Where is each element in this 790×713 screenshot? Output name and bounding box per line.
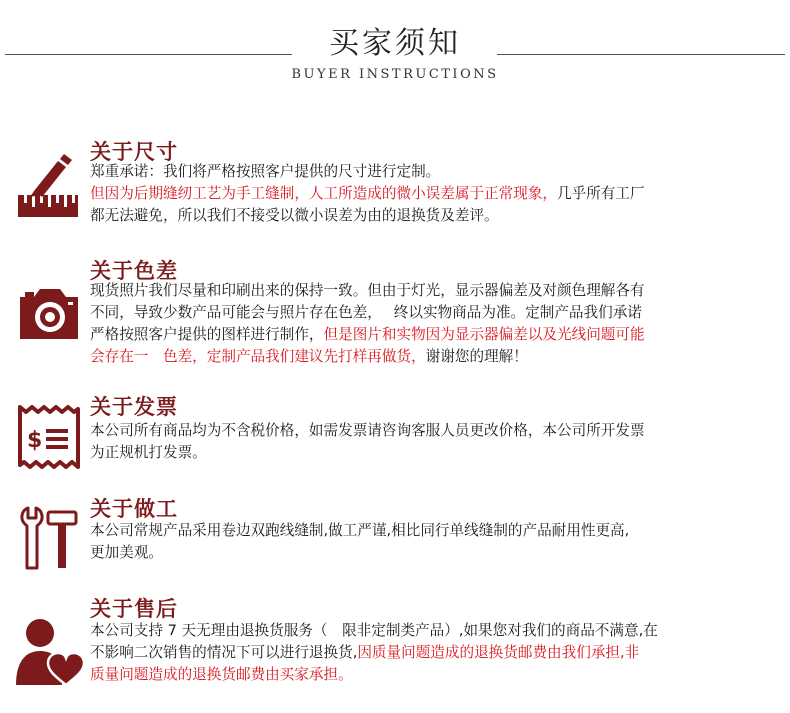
- body-line: 不影响二次销售的情况下可以进行退换货,因质量问题造成的退换货邮费由我们承担,非: [90, 644, 640, 661]
- section-after-sales: [0, 590, 790, 705]
- body-line: 更加美观。: [90, 544, 163, 561]
- section-title: 关于色差: [90, 259, 178, 283]
- svg-text:$: $: [27, 428, 43, 453]
- body-line: 质量问题造成的退换货邮费由买家承担。: [90, 666, 353, 683]
- body-line: 都无法避免，所以我们不接受以微小误差为由的退换货及差评。: [90, 207, 499, 224]
- page-subtitle: BUYER INSTRUCTIONS: [291, 67, 499, 82]
- page-title: 买家须知: [329, 26, 461, 61]
- body-line: 严格按照客户提供的图样进行制作，但是图片和实物因为显示器偏差以及光线问题可能: [90, 326, 645, 343]
- body-line: 不同，导致少数产品可能会与照片存在色差， 终以实物商品为准。定制产品我们承诺: [90, 304, 642, 321]
- body-line: 本公司支持 7 天无理由退换货服务（ 限非定制类产品）,如果您对我们的商品不满意,在: [90, 622, 658, 639]
- section-color: [0, 253, 790, 383]
- section-workmanship: [0, 492, 790, 587]
- body-line: 现货照片我们尽量和印刷出来的保持一致。但由于灯光，显示器偏差及对颜色理解各有: [90, 282, 645, 299]
- section-size: [0, 133, 790, 243]
- header: [0, 0, 790, 95]
- body-line: 会存在一 色差，定制产品我们建议先打样再做货，谢谢您的理解！: [90, 348, 528, 365]
- body-line: 但因为后期缝纫工艺为手工缝制，人工所造成的微小误差属于正常现象，几乎所有工厂: [90, 185, 645, 202]
- ruler-pencil-icon: [14, 151, 84, 221]
- body-line: 郑重承诺：我们将严格按照客户提供的尺寸进行定制。: [90, 163, 441, 180]
- person-heart-icon: [12, 615, 86, 689]
- section-invoice: [0, 391, 790, 486]
- section-body: [90, 280, 775, 368]
- invoice-icon: [14, 403, 84, 473]
- section-title: 关于售后: [90, 597, 178, 621]
- section-body: [90, 420, 775, 464]
- camera-icon: [14, 279, 84, 349]
- body-line: 本公司所有商品均为不含税价格，如需发票请咨询客服人员更改价格，本公司所开发票: [90, 422, 645, 439]
- wrench-hammer-icon: [14, 504, 84, 574]
- body-line: 为正规机打发票。: [90, 444, 207, 461]
- section-title: 关于尺寸: [90, 140, 178, 164]
- section-title: 关于做工: [90, 497, 178, 521]
- section-body: [90, 161, 775, 227]
- section-title: 关于发票: [90, 395, 178, 419]
- title-rule-right: [497, 54, 785, 55]
- title-rule-left: [5, 54, 292, 55]
- section-body: [90, 520, 775, 564]
- section-body: [90, 620, 775, 686]
- body-line: 本公司常规产品采用卷边双跑线缝制,做工严谨,相比同行单线缝制的产品耐用性更高,: [90, 522, 630, 539]
